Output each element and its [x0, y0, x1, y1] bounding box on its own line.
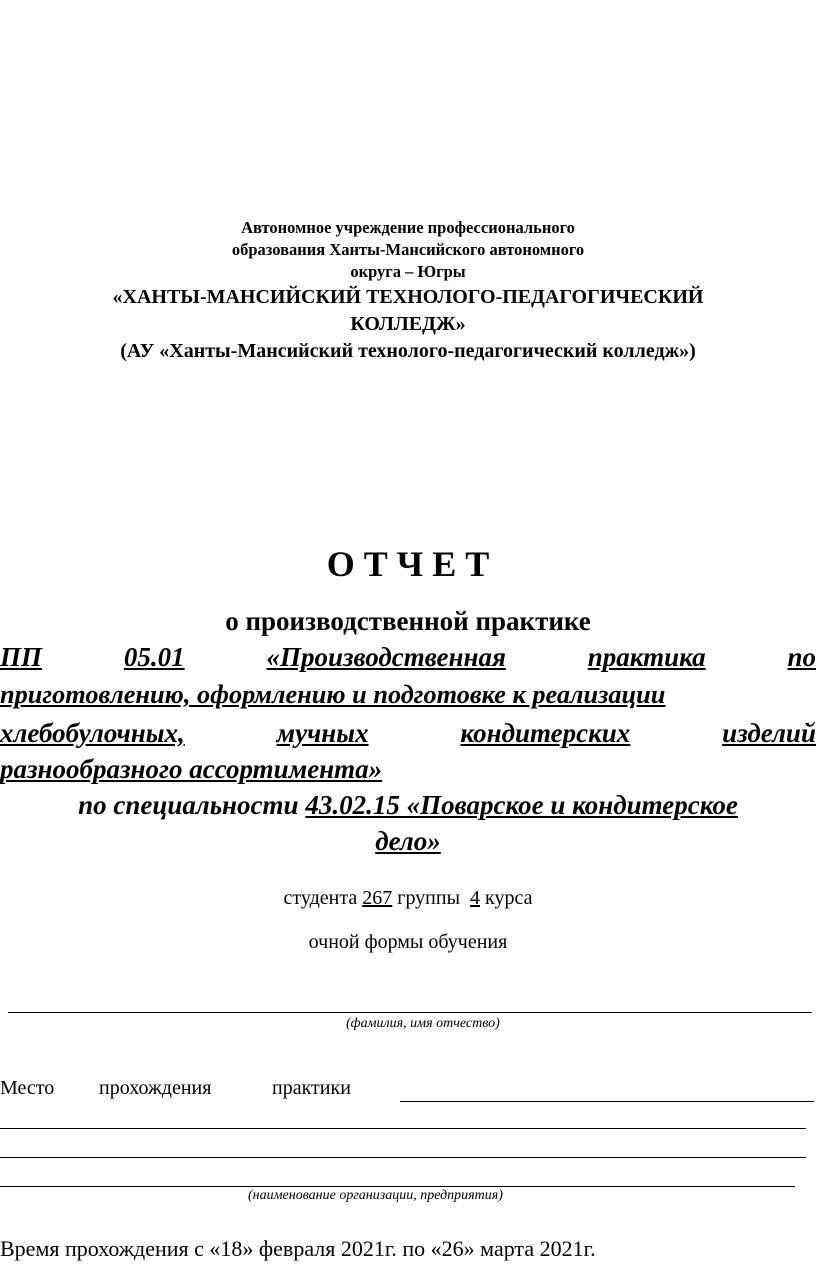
practice-line-4 [0, 754, 816, 785]
course-word: курса [485, 887, 533, 909]
specialty-line [0, 790, 816, 821]
course-number: 4 [470, 887, 481, 909]
org-line-2: образования Ханты-Мансийского автономного [231, 240, 585, 259]
practice-w7: мучных [276, 718, 369, 748]
place-line-4 [0, 1186, 795, 1187]
place-line-1 [400, 1101, 814, 1102]
student-line [0, 887, 816, 910]
practice-w4: практика [587, 642, 706, 672]
practice-w2: 05.01 [123, 642, 185, 672]
org-line-6: (АУ «Ханты-Мансийский технолого-педагогический колледж») [120, 340, 696, 362]
practice-w5: по [787, 642, 816, 672]
report-title: О Т Ч Е Т [326, 544, 490, 584]
practice-dates: Время прохождения с «18» февраля 2021г. по «26» марта 2021г. [0, 1236, 596, 1261]
org-line-1: Автономное учреждение профессионального [241, 218, 575, 237]
specialty-line-2 [0, 826, 816, 857]
specialty-value: 43.02.15 «Поварское и кондитерское [305, 790, 738, 820]
org-line-3: округа – Югры [350, 262, 466, 281]
student-word: студента [283, 887, 358, 909]
place-caption: (наименование организации, предприятия) [248, 1188, 503, 1203]
specialty-value-2: дело» [375, 826, 441, 856]
practice-w9: изделий [722, 718, 816, 748]
place-line-2 [0, 1128, 806, 1129]
fio-line [8, 1012, 812, 1013]
org-line-4: «ХАНТЫ-МАНСИЙСКИЙ ТЕХНОЛОГО-ПЕДАГОГИЧЕСКИЙ [112, 286, 704, 308]
practice-w6: хлебобулочных, [0, 718, 185, 748]
place-word-3: практики [272, 1077, 351, 1099]
group-word: группы [397, 887, 461, 909]
practice-w3: «Производственная [266, 642, 506, 672]
practice-w8: кондитерских [460, 718, 631, 748]
place-line-3 [0, 1157, 806, 1158]
place-word-1: Место [0, 1077, 55, 1099]
practice-w1: ПП [0, 642, 43, 672]
fio-caption: (фамилия, имя отчество) [346, 1016, 500, 1031]
place-word-2: прохождения [99, 1077, 212, 1099]
report-subtitle: о производственной практике [225, 606, 591, 636]
practice-line-4-text: разнообразного ассортимента» [0, 754, 383, 784]
practice-line-2-text: приготовлению, оформлению и подготовке к реализации [0, 680, 666, 709]
study-form: очной формы обучения [308, 931, 508, 953]
practice-line-1 [0, 642, 816, 673]
group-number: 267 [362, 887, 393, 909]
practice-line-3 [0, 718, 816, 749]
org-line-5: КОЛЛЕДЖ» [350, 313, 466, 335]
specialty-prefix: по специальности [78, 790, 299, 820]
practice-line-2 [0, 680, 816, 710]
